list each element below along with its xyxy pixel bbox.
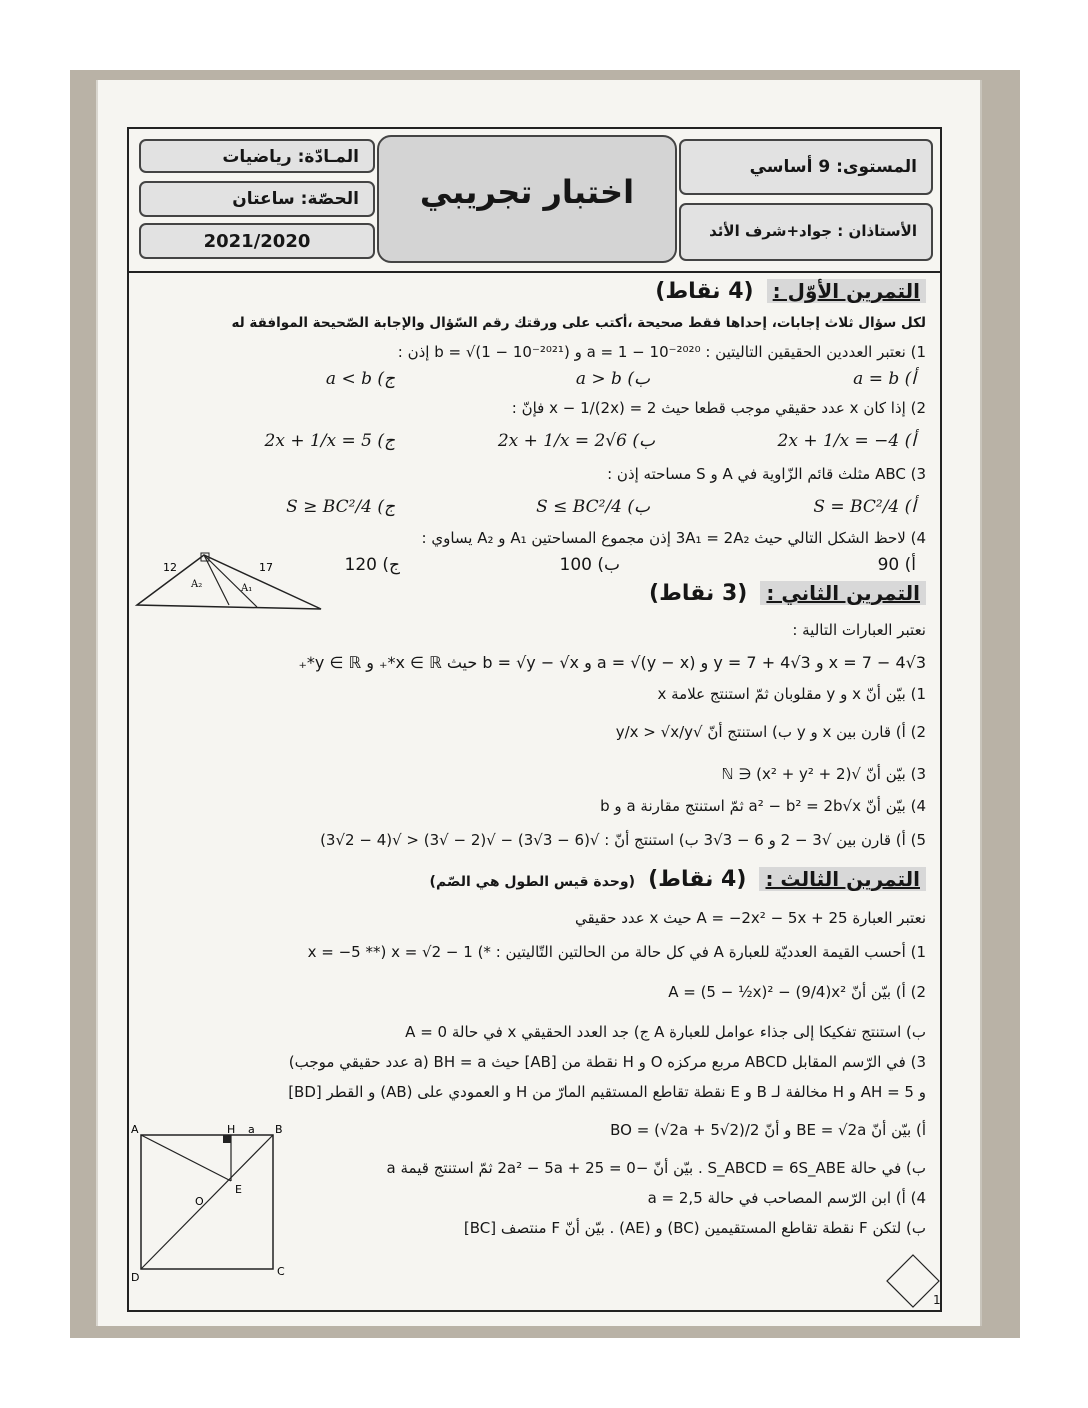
triangle-figure (129, 547, 329, 615)
question1: 1) نعتبر العددين الحقيقين التاليتين : a = 1 − 10⁻²⁰²⁰ و b = √(1 − 10⁻²⁰²¹) إذن : (397, 343, 926, 361)
exercise2-heading (649, 581, 926, 606)
q1-option-c: ج) a < b (325, 369, 395, 389)
side-label-12: 12 (163, 561, 177, 574)
ex3-line-8: ب) في حالة S_ABCD = 6S_ABE . بيّن أنّ −2a² − 5a + 25 = 0 ثمّ استنتج قيمة a (386, 1159, 926, 1177)
side-label-17: 17 (259, 561, 273, 574)
question3: 3) ABC مثلث قائم الزّاوية في A و S مساحته إذن : (607, 465, 926, 483)
teacher-box: الأستاذان : جواد+شرف الأئد (679, 203, 933, 261)
ex2-line-1: نعتبر العبارات التالية : (792, 621, 926, 639)
page-number: 1 (933, 1293, 941, 1307)
q4-option-a: أ) 90 (877, 555, 916, 575)
ex2-line-6: 4) بيّن أنّ a² − b² = 2b√x ثمّ استنتج مقارنة a و b (600, 797, 926, 815)
square-figure (129, 1123, 289, 1283)
exam-header (129, 129, 940, 273)
ex3-line-2: 1) أحسب القيمة العدديّة للعبارة A في كل حالة من الحالتين التّاليتين : *) x = −5 **) x = √2 − 1 (307, 943, 926, 961)
exam-frame (127, 127, 942, 1312)
point-label-a: A (131, 1123, 139, 1136)
level-box: المستوى: 9 أساسي (679, 139, 933, 195)
exercise3-title: التمرين الثالث : (759, 867, 926, 891)
subject-box: المـادّة: رياضيات (139, 139, 375, 173)
exercise2-points: (3 نقاط) (649, 581, 748, 606)
ex2-line-2: x = 7 − 4√3 و y = 7 + 4√3 و a = √(y − x) و b = √y − √x حيث x ∈ ℝ*₊ و y ∈ ℝ*₊ (298, 653, 926, 672)
exercise1-title: التمرين الأوّل : (767, 279, 926, 303)
ex2-line-4: 2) أ) قارن بين x و y ب) استنتج أنّ √y/x > √x/y (615, 723, 926, 741)
q2-option-b: ب) 2x + 1/x = 2√6 (497, 431, 655, 451)
point-label-h: H (227, 1123, 236, 1136)
area-label-a1: A₁ (241, 583, 253, 594)
segment-label-a: a (248, 1123, 255, 1136)
right-angle-mark-h (223, 1135, 231, 1143)
q4-option-c: ج) 120 (344, 555, 400, 575)
q3-option-b: ب) S ≤ BC²/4 (536, 497, 650, 517)
q2-option-c: ج) 2x + 1/x = 5 (264, 431, 395, 451)
exam-title: اختبار تجريبي (419, 173, 635, 211)
q1-option-a: أ) a = b (853, 369, 916, 389)
ex3-line-7: أ) بيّن أنّ BE = √2a و أنّ BO = (√2a + 5√2)/2 (610, 1121, 926, 1139)
exercise1-points: (4 نقاط) (655, 279, 754, 304)
exercise3-heading (430, 867, 926, 892)
exercise3-unit: (وحدة قيس الطول هي الصّم) (429, 874, 635, 890)
segment-ae (141, 1135, 231, 1181)
question2: 2) إذا كان x عدد حقيقي موجب قطعا حيث x − 1/(2x) = 2 فإنّ : (511, 399, 926, 417)
q1-option-b: ب) a > b (575, 369, 650, 389)
point-label-c: C (277, 1265, 285, 1278)
triangle-cevian-1 (204, 555, 229, 605)
title-box (377, 135, 677, 263)
exercise2-title: التمرين الثاني : (760, 581, 926, 605)
point-label-e: E (235, 1183, 242, 1196)
ex2-line-7: 5) أ) قارن بين √3 − 2 و 6 − 3√3 ب) استنتج أنّ : √(6 − 3√3) − √(2 − √3) < √(4 − 2√3) (320, 831, 926, 849)
ex3-line-1: نعتبر العبارة A = −2x² − 5x + 25 حيث x عدد حقيقي (574, 909, 926, 927)
q3-option-c: ج) S ≥ BC²/4 (286, 497, 395, 517)
area-label-a2: A₂ (191, 579, 203, 590)
triangle-cevian-2 (204, 555, 257, 607)
exercise3-points: (4 نقاط) (648, 867, 747, 892)
ex3-line-9: 4) أ) ابن الرّسم المصاحب في حالة a = 2,5 (647, 1189, 926, 1207)
point-label-d: D (131, 1271, 140, 1283)
exercise1-intro: لكل سؤال ثلاث إجابات، إحداها فقط صحيحة ،أكتب على ورقتك رقم السّؤال والإجابة الصّحيحة الموافقة له (231, 315, 926, 331)
ex3-line-6: و AH = 5 و H مخالفة لـ B و E نقطة تقاطع المستقيم المارّ من H و العمودي على (AB) و القطر [BD] (288, 1083, 926, 1101)
ex2-line-3: 1) بيّن أنّ x و y مقلوبان ثمّ استنتج علامة x (657, 685, 926, 703)
q2-option-a: أ) 2x + 1/x = −4 (777, 431, 916, 451)
q4-option-b: ب) 100 (559, 555, 620, 575)
question4: 4) لاحظ الشكل التالي حيث 3A₁ = 2A₂ إذن مجموع المساحتين A₁ و A₂ يساوي : (421, 529, 926, 547)
diagonal-bd (141, 1135, 273, 1269)
ex3-line-10: ب) لتكن F نقطة تقاطع المستقيمين (BC) و (AE) . بيّن أنّ F منتصف [BC] (463, 1219, 926, 1237)
q3-option-a: أ) S = BC²/4 (813, 497, 916, 517)
point-label-b: B (275, 1123, 283, 1136)
ex2-line-5: 3) بيّن أنّ √(x² + y² + 2) ∈ ℕ (721, 765, 926, 783)
year-box: 2021/2020 (139, 223, 375, 259)
ex3-line-3: 2) أ) بيّن أنّ A = (5 − ½x)² − (9/4)x² (668, 983, 926, 1001)
ex3-line-5: 3) في الرّسم المقابل ABCD مربع مركزه O و H نقطة من [AB] حيث BH = a (a عدد حقيقي موجب) (288, 1053, 926, 1071)
duration-box: الحصّة: ساعتان (139, 181, 375, 217)
exercise1-heading (655, 279, 926, 304)
ex3-line-4: ب) استنتج تفكيكا إلى جذاء عوامل للعبارة A ج) جد العدد الحقيقي x في حالة A = 0 (405, 1023, 926, 1041)
point-label-o: O (195, 1195, 204, 1208)
